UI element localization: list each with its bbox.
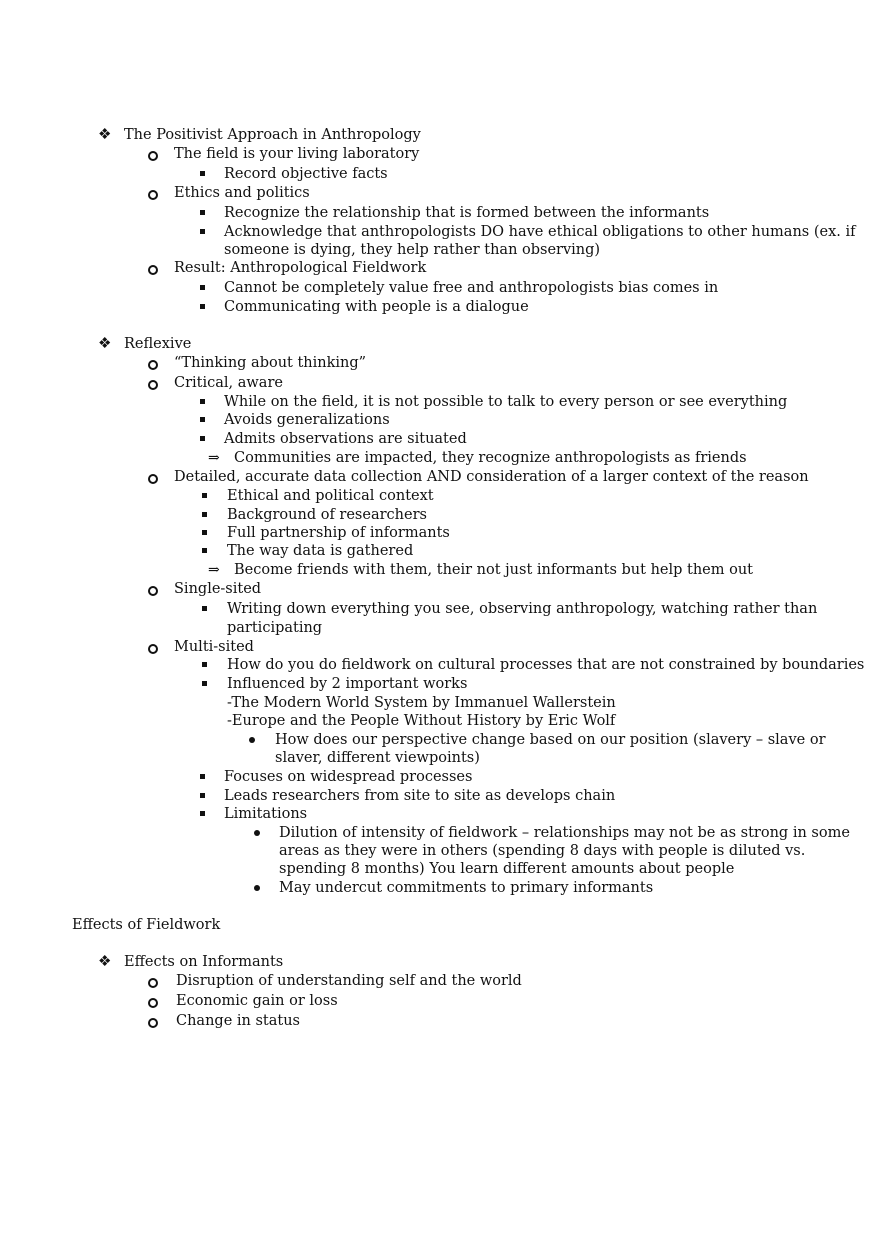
square-bullet-icon [200, 171, 205, 176]
arrow-bullet-icon: ⇒ [208, 450, 220, 466]
list-item: May undercut commitments to primary informants [279, 880, 654, 896]
square-bullet-icon [202, 512, 207, 517]
list-item: How does our perspective change based on our position (slavery – slave or [275, 732, 826, 748]
square-bullet-icon [200, 285, 205, 290]
square-bullet-icon [200, 399, 205, 404]
list-item-subline: -The Modern World System by Immanuel Wallerstein [227, 695, 616, 711]
list-item: While on the field, it is not possible to talk to every person or see everything [224, 394, 788, 410]
list-item-continuation: areas as they were in others (spending 8 days with people is diluted vs. [279, 843, 806, 859]
dot-bullet-icon [249, 737, 255, 743]
circle-bullet-icon [148, 586, 158, 596]
list-item: Background of researchers [227, 507, 427, 523]
circle-bullet-icon [148, 360, 158, 370]
list-item: Avoids generalizations [224, 412, 390, 428]
diamond-bullet-icon: ❖ [98, 952, 112, 970]
square-bullet-icon [200, 304, 205, 309]
arrow-bullet-icon: ⇒ [208, 562, 220, 578]
square-bullet-icon [202, 493, 207, 498]
square-bullet-icon [200, 436, 205, 441]
square-bullet-icon [202, 681, 207, 686]
list-item: Cannot be completely value free and anthropologists bias comes in [224, 280, 719, 296]
list-item-continuation: spending 8 months) You learn different amounts about people [279, 861, 735, 877]
diamond-bullet-icon: ❖ [98, 125, 112, 143]
circle-bullet-icon [148, 474, 158, 484]
square-bullet-icon [200, 774, 205, 779]
square-bullet-icon [200, 793, 205, 798]
list-item: Result: Anthropological Fieldwork [174, 260, 427, 276]
list-item: The way data is gathered [227, 543, 414, 559]
square-bullet-icon [202, 662, 207, 667]
square-bullet-icon [202, 548, 207, 553]
circle-bullet-icon [148, 1018, 158, 1028]
section-title-effects: Effects of Fieldwork [72, 917, 221, 933]
list-item: Detailed, accurate data collection AND consideration of a larger context of the reason [174, 469, 809, 485]
list-item: Writing down everything you see, observing anthropology, watching rather than [227, 601, 818, 617]
list-item: Ethical and political context [227, 488, 434, 504]
list-item: Leads researchers from site to site as develops chain [224, 788, 616, 804]
list-item: Influenced by 2 important works [227, 676, 468, 692]
list-item: Become friends with them, their not just informants but help them out [234, 562, 754, 578]
circle-bullet-icon [148, 265, 158, 275]
square-bullet-icon [200, 811, 205, 816]
list-item: Admits observations are situated [224, 431, 467, 447]
section-heading-reflexive: Reflexive [124, 336, 192, 352]
circle-bullet-icon [148, 151, 158, 161]
list-item: Recognize the relationship that is formed between the informants [224, 205, 710, 221]
list-item: Dilution of intensity of fieldwork – relationships may not be as strong in some [279, 825, 850, 841]
list-item: Single-sited [174, 581, 262, 597]
circle-bullet-icon [148, 644, 158, 654]
list-item: Communicating with people is a dialogue [224, 299, 529, 315]
square-bullet-icon [200, 210, 205, 215]
list-item: Record objective facts [224, 166, 388, 182]
circle-bullet-icon [148, 380, 158, 390]
square-bullet-icon [200, 229, 205, 234]
list-item: Economic gain or loss [176, 993, 338, 1009]
list-item: Multi-sited [174, 639, 254, 655]
list-item: Acknowledge that anthropologists DO have ethical obligations to other humans (ex. if [224, 224, 856, 240]
list-item-continuation: slaver, different viewpoints) [275, 750, 480, 766]
dot-bullet-icon [254, 830, 260, 836]
list-item: Limitations [224, 806, 308, 822]
diamond-bullet-icon: ❖ [98, 334, 112, 352]
list-item: Disruption of understanding self and the world [176, 973, 522, 989]
list-item: Ethics and politics [174, 185, 310, 201]
list-item: “Thinking about thinking” [174, 355, 367, 371]
circle-bullet-icon [148, 978, 158, 988]
square-bullet-icon [202, 530, 207, 535]
list-item-subline: -Europe and the People Without History by Eric Wolf [227, 713, 616, 729]
list-item: Critical, aware [174, 375, 283, 391]
list-item-continuation: participating [227, 620, 323, 636]
section-heading-informants: Effects on Informants [124, 954, 284, 970]
dot-bullet-icon [254, 885, 260, 891]
list-item: Change in status [176, 1013, 300, 1029]
list-item: Communities are impacted, they recognize anthropologists as friends [234, 450, 747, 466]
list-item: Focuses on widespread processes [224, 769, 473, 785]
list-item: The field is your living laboratory [174, 146, 420, 162]
circle-bullet-icon [148, 190, 158, 200]
section-heading-positivist: The Positivist Approach in Anthropology [124, 127, 421, 143]
square-bullet-icon [200, 417, 205, 422]
square-bullet-icon [202, 606, 207, 611]
list-item: Full partnership of informants [227, 525, 450, 541]
list-item: How do you do fieldwork on cultural processes that are not constrained by boundaries [227, 657, 865, 673]
list-item-continuation: someone is dying, they help rather than observing) [224, 242, 601, 258]
circle-bullet-icon [148, 998, 158, 1008]
